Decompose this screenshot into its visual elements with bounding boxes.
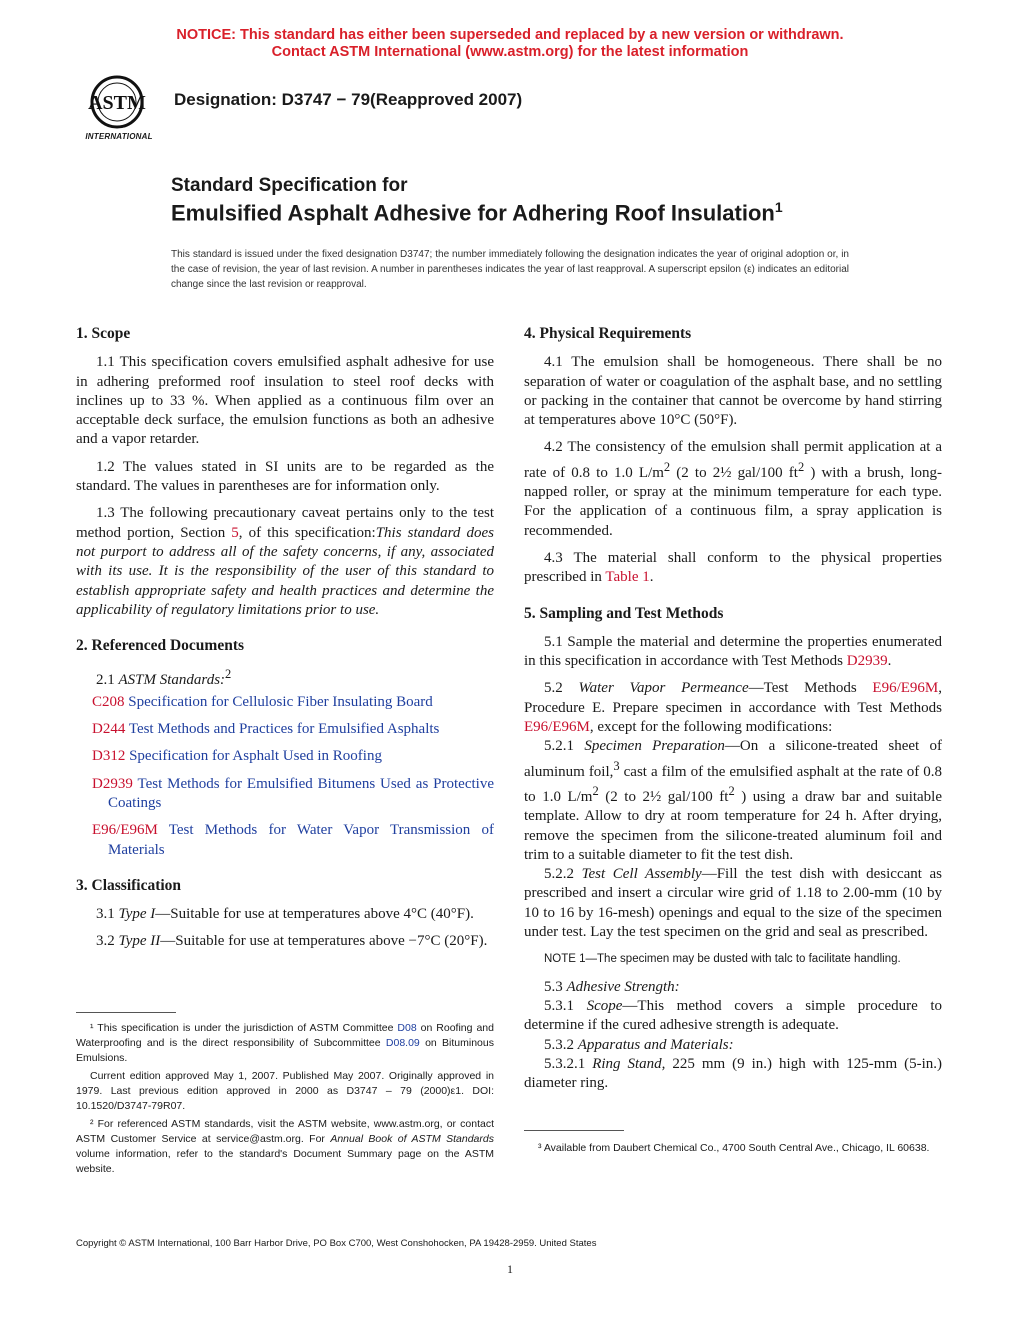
ref-code-link[interactable]: D312 — [92, 748, 126, 765]
note-1: NOTE 1—The specimen may be dusted with talc to facilitate handling. — [544, 953, 901, 966]
footnote-3 — [524, 1141, 942, 1159]
para-5-2-text-b: , Procedure E. Prepare specimen in accordance with Test Methods — [524, 680, 943, 716]
para-1-2: 1.2 The values stated in SI units are to be regarded as the standard. The values in parentheses are for information only. — [76, 458, 494, 495]
ref-item — [76, 821, 494, 860]
specimen-preparation-label: Specimen Preparation — [584, 738, 725, 755]
para-5-3 — [524, 978, 942, 997]
para-4-2-text-c: ) with a brush, long-napped roller, or spray at the minimum temperature for each type. For the application of a continuous film, a spray application is recommended. — [524, 464, 942, 539]
para-5-2-1-text-c: (2 to 2½ gal/100 ft — [598, 788, 729, 805]
para-5-2-1-text: —On a silicone-treated sheet of aluminum foil, — [524, 738, 943, 780]
footnote-2-text: ² For referenced ASTM standards, visit the ASTM website, www.astm.org, or contact ASTM Customer Service at service@astm.org. For — [76, 1118, 494, 1145]
para-1-3 — [76, 504, 494, 620]
para-4-3-text-b: . — [649, 569, 654, 586]
copyright: Copyright © ASTM International, 100 Barr Harbor Drive, PO Box C700, West Conshohocken, PA 19428-2959. United States — [76, 1238, 597, 1249]
annual-book-title: Annual Book of ASTM Standards — [330, 1133, 494, 1145]
ref-title-link[interactable]: Specification for Cellulosic Fiber Insulating Board — [124, 693, 433, 710]
title-line-1: Standard Specification for — [171, 175, 408, 196]
heading-classification: 3. Classification — [76, 876, 182, 894]
notice-banner — [0, 27, 1020, 61]
test-cell-assembly-label: Test Cell Assembly — [581, 866, 702, 883]
ref-title-link[interactable]: Test Methods for Emulsified Bitumens Used as Protective Coatings — [108, 775, 494, 811]
superscript: 2 — [728, 783, 735, 798]
footnote-1-text-b: on Roofing and Waterproofing and is the direct responsibility of Subcommittee — [76, 1022, 494, 1049]
type-2-label: Type II — [118, 933, 161, 950]
para-5-3-1 — [524, 997, 942, 1036]
footnote-2-mark: 2 — [225, 667, 232, 682]
ref-title-link[interactable]: Test Methods for Water Vapor Transmission of Materials — [108, 822, 494, 858]
ref-title-link[interactable]: Specification for Asphalt Used in Roofing — [125, 748, 382, 765]
ref-item — [76, 720, 494, 739]
para-3-1-num: 3.1 — [96, 906, 119, 923]
para-4-3 — [524, 549, 942, 588]
heading-sampling: 5. Sampling and Test Methods — [524, 604, 724, 622]
para-5-2-1-num: 5.2.1 — [544, 738, 585, 755]
table-1-link[interactable]: Table 1 — [605, 569, 650, 586]
para-4-3-text: 4.3 The material shall conform to the physical properties prescribed in — [524, 549, 942, 586]
superscript: 2 — [663, 459, 671, 474]
adhesive-strength-label: Adhesive Strength: — [566, 978, 680, 995]
heading-referenced-documents: 2. Referenced Documents — [76, 637, 245, 655]
ref-item — [76, 775, 494, 814]
para-5-2-1-text-b: cast a film of the emulsified asphalt at the rate of 0.8 to 1.0 L/m — [524, 763, 942, 805]
para-3-2-num: 3.2 — [96, 933, 119, 950]
e96-link[interactable]: E96/E96M — [872, 680, 939, 697]
scope-label: Scope — [586, 997, 623, 1014]
ref-code-link[interactable]: D244 — [92, 721, 126, 738]
para-1-3-text: 1.3 The following precautionary caveat pertains only to the test method portion, Section — [76, 505, 494, 541]
footnote-3-mark: 3 — [613, 758, 620, 773]
para-5-2-2-text: —Fill the test dish with desiccant as prescribed and insert a circular wire grid of 1.18 to 2.00-mm (10 by 10 to 16 by 16-mesh) openings and equal to the size of the specimen under test. Lay the test specimen on the grid and seal as prescribed. — [524, 866, 942, 941]
para-5-2 — [524, 679, 942, 737]
para-5-3-2-1 — [524, 1055, 942, 1094]
para-2-1-num: 2.1 — [96, 672, 119, 689]
ref-code-link[interactable]: E96/E96M — [92, 822, 158, 839]
para-4-1: 4.1 The emulsion shall be homogeneous. There shall be no separation of water or coagulation of the asphalt base, and no settling or packing in the container that cannot be overcome by hand stirring at temperatures above 10°C (50°F). — [524, 354, 942, 429]
subcommittee-d0809-link[interactable]: D08.09 — [385, 1037, 420, 1049]
e96-link[interactable]: E96/E96M — [524, 719, 590, 736]
heading-scope: 1. Scope — [76, 325, 131, 342]
designation: Designation: D3747 − 79(Reapproved 2007) — [174, 90, 523, 109]
para-5-3-1-num: 5.3.1 — [544, 997, 587, 1014]
footnote-2 — [76, 1117, 494, 1177]
para-3-1-text: —Suitable for use at temperatures above 4°C (40°F). — [155, 906, 474, 923]
para-4-2-text: 4.2 The consistency of the emulsion shall permit application at a rate of 0.8 to 1.0 L/m — [524, 439, 942, 481]
water-vapor-permeance-label: Water Vapor Permeance — [578, 680, 749, 697]
para-5-1-text: 5.1 Sample the material and determine the properties enumerated in this specification in accordance with Test Methods — [524, 633, 942, 670]
footnote-1 — [76, 1021, 494, 1066]
para-5-3-2 — [524, 1036, 942, 1055]
footnote-3-text: ³ Available from Daubert Chemical Co., 4700 South Central Ave., Chicago, IL 60638. — [538, 1142, 930, 1154]
logo-text: ASTM — [88, 92, 146, 114]
committee-d08-link[interactable]: D08 — [397, 1022, 417, 1034]
superscript: 2 — [797, 459, 805, 474]
footnote-1-edition: Current edition approved May 1, 2007. Published May 2007. Originally approved in 1979. Last previous edition approved in 2000 as D3747 – 79 (2000)ε1. DOI: 10.1520/D3747-79R07. — [76, 1070, 494, 1112]
section-5-link[interactable]: 5 — [231, 524, 239, 541]
footnote-rule-right — [524, 1130, 624, 1131]
astm-standards-label: ASTM Standards: — [118, 672, 226, 689]
left-column — [76, 320, 494, 960]
notice-line-2: Contact ASTM International (www.astm.org) for the latest information — [271, 44, 749, 60]
ref-code-link[interactable]: D2939 — [92, 775, 133, 792]
apparatus-label: Apparatus and Materials: — [577, 1036, 734, 1053]
ref-item — [76, 747, 494, 766]
ref-code-link[interactable]: C208 — [92, 693, 125, 710]
footnote-2-text-b: volume information, refer to the standard's Document Summary page on the ASTM website. — [76, 1148, 494, 1175]
notice-line-1: NOTICE: This standard has either been superseded and replaced by a new version or withdrawn. — [176, 27, 844, 43]
title-line-2 — [171, 199, 783, 226]
para-5-2-1 — [524, 737, 942, 865]
intro-paragraph: This standard is issued under the fixed designation D3747; the number immediately following the designation indicates the year of original adoption or, in the case of revision, the year of last revision. A number in parentheses indicates the year of last reapproval. A superscript epsilon (ε) indicates an editorial change since the last revision or reapproval. — [171, 249, 849, 290]
safety-caveat: This standard does not purport to address all of the safety concerns, if any, associated with its use. It is the responsibility of the user of this standard to establish appropriate safety and health practices and determine the applicability of regulatory limitations prior to use. — [76, 524, 494, 618]
para-5-1 — [524, 633, 942, 672]
ring-stand-label: Ring Stand, — [592, 1055, 666, 1072]
para-5-1-text-b: . — [887, 653, 892, 670]
para-4-2-text-b: (2 to 2½ gal/100 ft — [670, 464, 798, 481]
d2939-link[interactable]: D2939 — [846, 653, 888, 670]
logo-subtitle: INTERNATIONAL — [85, 132, 153, 141]
para-5-2-text-c: , except for the following modifications: — [589, 719, 833, 736]
para-5-3-2-num: 5.3.2 — [544, 1036, 578, 1053]
para-3-2-text: —Suitable for use at temperatures above −7°C (20°F). — [160, 933, 488, 950]
title-main: Emulsified Asphalt Adhesive for Adhering Roof Insulation — [171, 200, 775, 226]
page-number: 1 — [507, 1262, 513, 1276]
ref-title-link[interactable]: Test Methods and Practices for Emulsified Asphalts — [125, 721, 440, 738]
para-1-1: 1.1 This specification covers emulsified asphalt adhesive for use in adhering preformed roof insulation to steel roof decks with inclines up to 33 %. When applied as a continuous film over an acceptable deck surface, the emulsion functions as both an adhesive and a vapor retarder. — [76, 354, 494, 448]
heading-physical-requirements: 4. Physical Requirements — [524, 325, 692, 342]
footnote-rule-left — [76, 1012, 176, 1013]
right-column — [524, 320, 942, 1101]
footnote-1-text-c: on Bituminous Emulsions. — [76, 1037, 494, 1064]
para-5-3-1-text: —This method covers a simple procedure to determine if the cured adhesive strength is adequate. — [524, 997, 942, 1034]
ref-item — [76, 693, 494, 712]
astm-logo — [74, 72, 160, 144]
para-5-2-2 — [524, 865, 942, 942]
reference-list — [76, 693, 494, 860]
para-5-2-2-num: 5.2.2 — [544, 866, 582, 883]
title-footnote-mark: 1 — [774, 199, 783, 215]
para-4-2 — [524, 438, 942, 540]
type-1-label: Type I — [118, 906, 156, 923]
superscript: 2 — [592, 783, 599, 798]
para-1-3-text-b: , of this specification: — [238, 524, 376, 541]
footnotes-left — [76, 1021, 494, 1180]
para-5-3-2-1-text: 225 mm (9 in.) high with 125-mm (5-in.) diameter ring. — [524, 1055, 942, 1092]
para-5-2-text: —Test Methods — [748, 680, 873, 697]
para-3-1 — [76, 905, 494, 924]
para-5-2-1-text-d: ) using a draw bar and suitable template. Allow to dry at room temperature for 24 h. After drying, remove the specimen from the silicone-treated aluminum foil and trim to a suitable diameter to fit the test dish. — [524, 788, 943, 863]
para-5-3-2-1-num: 5.3.2.1 — [544, 1055, 593, 1072]
para-3-2 — [76, 932, 494, 951]
para-5-3-num: 5.3 — [544, 978, 567, 995]
para-2-1 — [76, 665, 494, 690]
para-5-2-num: 5.2 — [544, 680, 579, 697]
footnote-1-text: ¹ This specification is under the jurisdiction of ASTM Committee — [90, 1022, 398, 1034]
